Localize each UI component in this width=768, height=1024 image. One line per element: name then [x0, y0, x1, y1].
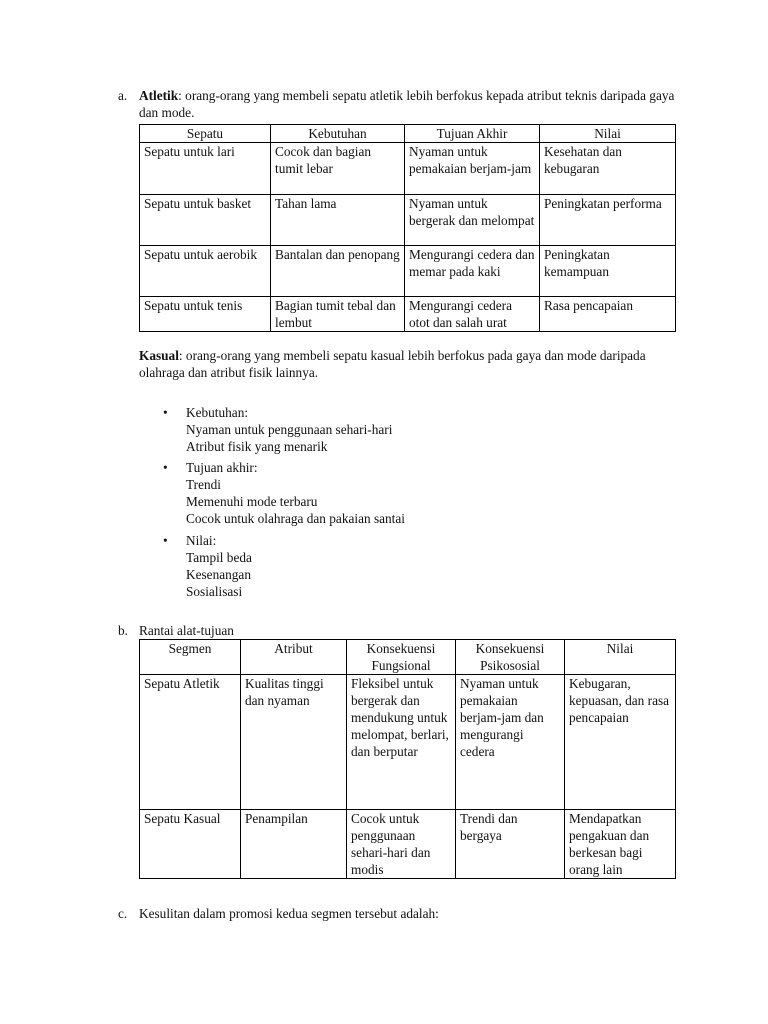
header-tujuan-akhir: Tujuan Akhir [405, 125, 540, 143]
bullet-line: Nyaman untuk penggunaan sehari-hari [186, 422, 393, 437]
section-c-text: Kesulitan dalam promosi kedua segmen tersebut adalah: [139, 906, 439, 921]
table-cell: Sepatu untuk aerobik [140, 246, 271, 297]
table-cell: Sepatu Atletik [140, 675, 241, 810]
table-cell: Rasa pencapaian [540, 297, 676, 332]
atletik-table-header [140, 125, 676, 143]
table-cell: Nyaman untuk pemakaian berjam-jam dan mengurangi cedera [456, 675, 565, 810]
bullet-line: Kesenangan [186, 567, 251, 582]
section-a [118, 87, 678, 121]
atletik-text: : orang-orang yang membeli sepatu atletik lebih berfokus kepada atribut teknis daripada gaya dan mode. [139, 88, 675, 120]
table-cell: Peningkatan performa [540, 195, 676, 246]
section-b [118, 622, 678, 639]
bullet-nilai [139, 532, 459, 600]
bullet-dot: • [163, 460, 168, 475]
kasual-paragraph [139, 347, 679, 381]
table-cell: Mendapatkan pengakuan dan berkesan bagi orang lain [565, 810, 676, 879]
table-cell: Penampilan [241, 810, 347, 879]
table-cell: Tahan lama [271, 195, 405, 246]
header-konsekuensi-fungsional: Konsekuensi Fungsional [347, 640, 456, 675]
section-b-marker: b. [118, 623, 128, 638]
table-row [140, 675, 676, 810]
header-sepatu: Sepatu [140, 125, 271, 143]
header-segmen: Segmen [140, 640, 241, 675]
table-cell: Trendi dan bergaya [456, 810, 565, 879]
kasual-text: : orang-orang yang membeli sepatu kasual lebih berfokus pada gaya dan mode daripada olahraga dan atribut fisik lainnya. [139, 348, 646, 380]
table-cell: Bagian tumit tebal dan lembut [271, 297, 405, 332]
section-b-title: Rantai alat-tujuan [139, 623, 234, 638]
table-cell: Peningkatan kemampuan [540, 246, 676, 297]
rantai-table [139, 639, 676, 879]
bullet-title: Tujuan akhir: [186, 460, 258, 475]
header-nilai: Nilai [540, 125, 676, 143]
table-cell: Sepatu Kasual [140, 810, 241, 879]
rantai-table-header [140, 640, 676, 675]
table-cell: Sepatu untuk basket [140, 195, 271, 246]
bullet-kebutuhan [139, 404, 459, 455]
table-row [140, 297, 676, 332]
table-cell: Nyaman untuk bergerak dan melompat [405, 195, 540, 246]
header-nilai: Nilai [565, 640, 676, 675]
header-konsekuensi-psikososial: Konsekuensi Psikososial [456, 640, 565, 675]
bullet-line: Atribut fisik yang menarik [186, 439, 328, 454]
table-cell: Mengurangi cedera otot dan salah urat [405, 297, 540, 332]
table-row [140, 810, 676, 879]
section-c-marker: c. [118, 906, 128, 921]
table-cell: Cocok untuk penggunaan sehari-hari dan modis [347, 810, 456, 879]
section-c [118, 905, 678, 922]
header-kebutuhan: Kebutuhan [271, 125, 405, 143]
table-cell: Fleksibel untuk bergerak dan mendukung untuk melompat, berlari, dan berputar [347, 675, 456, 810]
table-cell: Sepatu untuk lari [140, 143, 271, 195]
bullet-line: Memenuhi mode terbaru [186, 494, 318, 509]
table-cell: Kesehatan dan kebugaran [540, 143, 676, 195]
bullet-dot: • [163, 533, 168, 548]
table-cell: Cocok dan bagian tumit lebar [271, 143, 405, 195]
table-row [140, 195, 676, 246]
table-row [140, 246, 676, 297]
atletik-table [139, 124, 676, 332]
bullet-title: Nilai: [186, 533, 217, 548]
table-cell: Kualitas tinggi dan nyaman [241, 675, 347, 810]
section-a-marker: a. [118, 88, 128, 103]
table-cell: Nyaman untuk pemakaian berjam-jam [405, 143, 540, 195]
table-cell: Sepatu untuk tenis [140, 297, 271, 332]
kasual-lead: Kasual [139, 348, 179, 363]
section-a-paragraph [139, 87, 678, 121]
table-cell: Bantalan dan penopang [271, 246, 405, 297]
bullet-line: Sosialisasi [186, 584, 243, 599]
bullet-line: Tampil beda [186, 550, 252, 565]
bullet-line: Cocok untuk olahraga dan pakaian santai [186, 511, 405, 526]
table-cell: Kebugaran, kepuasan, dan rasa pencapaian [565, 675, 676, 810]
bullet-title: Kebutuhan: [186, 405, 249, 420]
bullet-dot: • [163, 405, 168, 420]
table-cell: Mengurangi cedera dan memar pada kaki [405, 246, 540, 297]
table-row [140, 143, 676, 195]
bullet-tujuan-akhir [139, 459, 459, 527]
header-atribut: Atribut [241, 640, 347, 675]
bullet-line: Trendi [186, 477, 221, 492]
atletik-lead: Atletik [139, 88, 179, 103]
